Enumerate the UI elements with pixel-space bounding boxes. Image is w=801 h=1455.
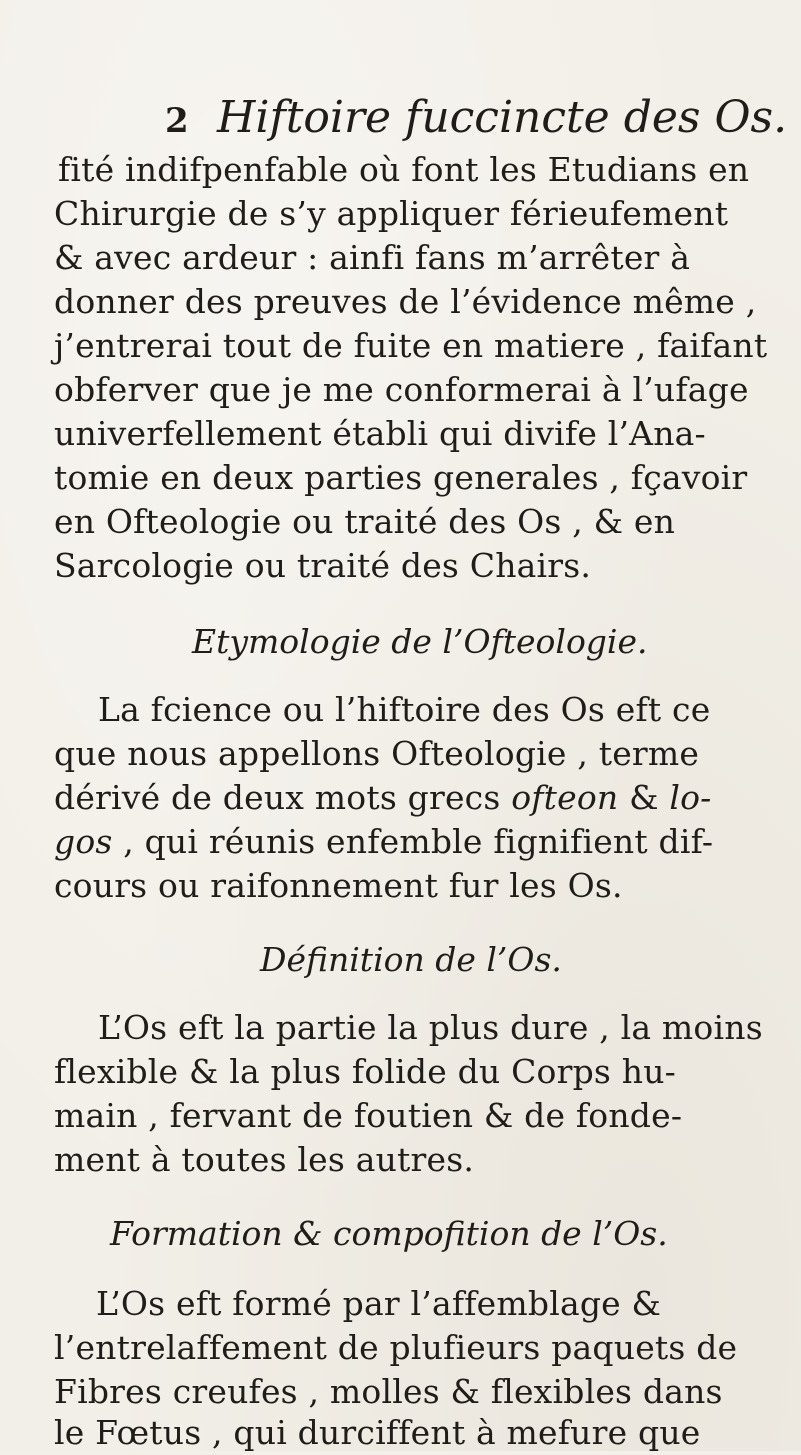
text-line: L’Os eft la partie la plus dure , la moins [98,1008,763,1047]
text-line: cours ou raifonnement fur les Os. [54,866,623,905]
text-line: Fibres creufes , molles & flexibles dans [54,1372,723,1411]
text-segment: , qui réunis enfemble fignifient dif- [112,822,714,861]
text-line: ment à toutes les autres. [54,1140,475,1179]
text-line: que nous appellons Ofteologie , terme [54,734,700,773]
text-line: & avec ardeur : ainfi fans m’arrêter à [54,238,691,277]
text-line: tomie en deux parties generales , fçavoir [54,458,748,497]
running-head [165,92,788,143]
text-line: main , fervant de foutien & de fonde- [54,1096,683,1135]
text-line: flexible & la plus folide du Corps hu- [54,1052,676,1091]
text-line: l’entrelaffement de plufieurs paquets de [54,1328,738,1367]
text-line: en Ofteologie ou traité des Os , & en [54,502,676,541]
greek-word: gos [54,822,113,861]
section-heading-etymologie: Etymologie de l’Ofteologie. [192,622,648,661]
text-line: Chirurgie de s’y appliquer férieufement [54,194,729,233]
text-line: le Fœtus , qui durciffent à mefure que [54,1413,701,1452]
text-line: obferver que je me conformerai à l’ufage [54,370,749,409]
text-segment: & [618,778,670,817]
text-line [54,820,754,864]
text-line: donner des preuves de l’évidence même , [54,282,757,321]
page-number: 2 [165,101,189,141]
running-title: Hiftoire fuccincte des Os. [217,92,788,143]
text-line: fité indifpenfable où font les Etudians en [58,150,750,189]
text-line: La fcience ou l’hiftoire des Os eft ce [98,690,711,729]
text-line: j’entrerai tout de fuite en matiere , faifant [54,326,768,365]
text-line [54,776,754,820]
greek-word: lo- [669,778,712,817]
text-line: Sarcologie ou traité des Chairs. [54,546,592,585]
text-line: L’Os eft formé par l’affemblage & [96,1284,662,1323]
text-line: univerfellement établi qui divife l’Ana- [54,414,706,453]
text-segment: dérivé de deux mots grecs [54,778,512,817]
section-heading-definition: Définition de l’Os. [260,940,562,979]
greek-word: ofteon [511,778,619,817]
section-heading-formation: Formation & compofition de l’Os. [110,1214,668,1253]
